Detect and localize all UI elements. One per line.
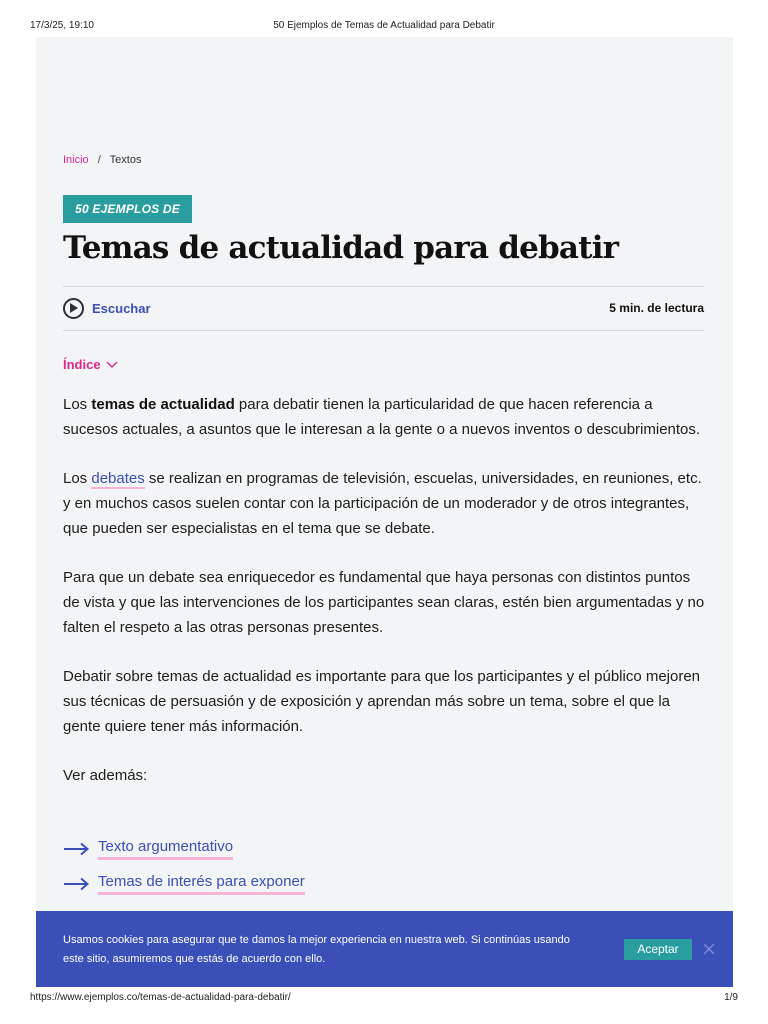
cookie-message: Usamos cookies para asegurar que te damos la mejor experiencia en nuestra web. Si continúas usando este sitio, asumiremos que estás de acuerdo con ello. [63,934,570,965]
related-link-label: Texto argumentativo [98,837,233,860]
print-header [0,0,768,36]
print-page-number: 1/9 [724,992,738,1003]
listen-button[interactable] [63,297,151,319]
paragraph: Los debates se realizan en programas de televisión, escuelas, universidades, en reuniones, etc. y en muchos casos suelen contar con la participación de un moderador y de otros integrantes, que pueden ser especialistas en el tema que se debate. [63,470,702,537]
bold-term: temas de actualidad [91,396,235,413]
arrow-right-icon [63,877,89,891]
article-page [36,37,733,987]
breadcrumb-home-link[interactable]: Inicio [63,154,89,166]
arrow-right-icon [63,842,89,856]
related-link-texto-argumentativo[interactable] [63,837,233,860]
page-title: Temas de actualidad para debatir [63,230,619,266]
accept-cookies-button[interactable]: Aceptar [624,939,692,960]
cookie-banner [36,911,733,987]
read-time: 5 min. de lectura [609,301,704,315]
print-title: 50 Ejemplos de Temas de Actualidad para Debatir [273,20,495,31]
chevron-down-icon [106,361,118,369]
paragraph: Los temas de actualidad para debatir tienen la particularidad de que hacen referencia a sucesos actuales, a asuntos que le interesan a la gente o a nuevos inventos o descubrimientos. [63,396,701,438]
breadcrumb-separator: / [97,154,101,166]
divider [63,286,704,287]
listen-label: Escuchar [92,300,151,316]
related-link-label: Temas de interés para exponer [98,872,305,895]
related-link-temas-de-interes[interactable] [63,872,305,895]
see-also-label: Ver además: [63,767,148,784]
index-label: Índice [63,357,101,372]
breadcrumb-current-link[interactable]: Textos [109,154,142,166]
print-url: https://www.ejemplos.co/temas-de-actualidad-para-debatir/ [30,992,291,1003]
play-circle-icon [63,298,84,319]
divider [63,330,704,331]
print-datetime: 17/3/25, 19:10 [30,20,94,31]
index-toggle[interactable] [63,357,118,372]
article-body [63,392,708,812]
close-icon[interactable] [702,942,716,956]
debates-link[interactable]: debates [91,470,145,487]
paragraph: Debatir sobre temas de actualidad es importante para que los participantes y el público mejoren sus técnicas de persuasión y de exposición y aprendan más sobre un tema, sobre el que la gente quiere tener más información. [63,668,701,735]
breadcrumb [63,154,141,166]
paragraph: Para que un debate sea enriquecedor es fundamental que haya personas con distintos puntos de vista y que las intervenciones de los participantes sean claras, estén bien argumentadas y no falten el respeto a las otras personas presentes. [63,569,705,636]
category-tag: 50 EJEMPLOS DE [63,195,192,223]
